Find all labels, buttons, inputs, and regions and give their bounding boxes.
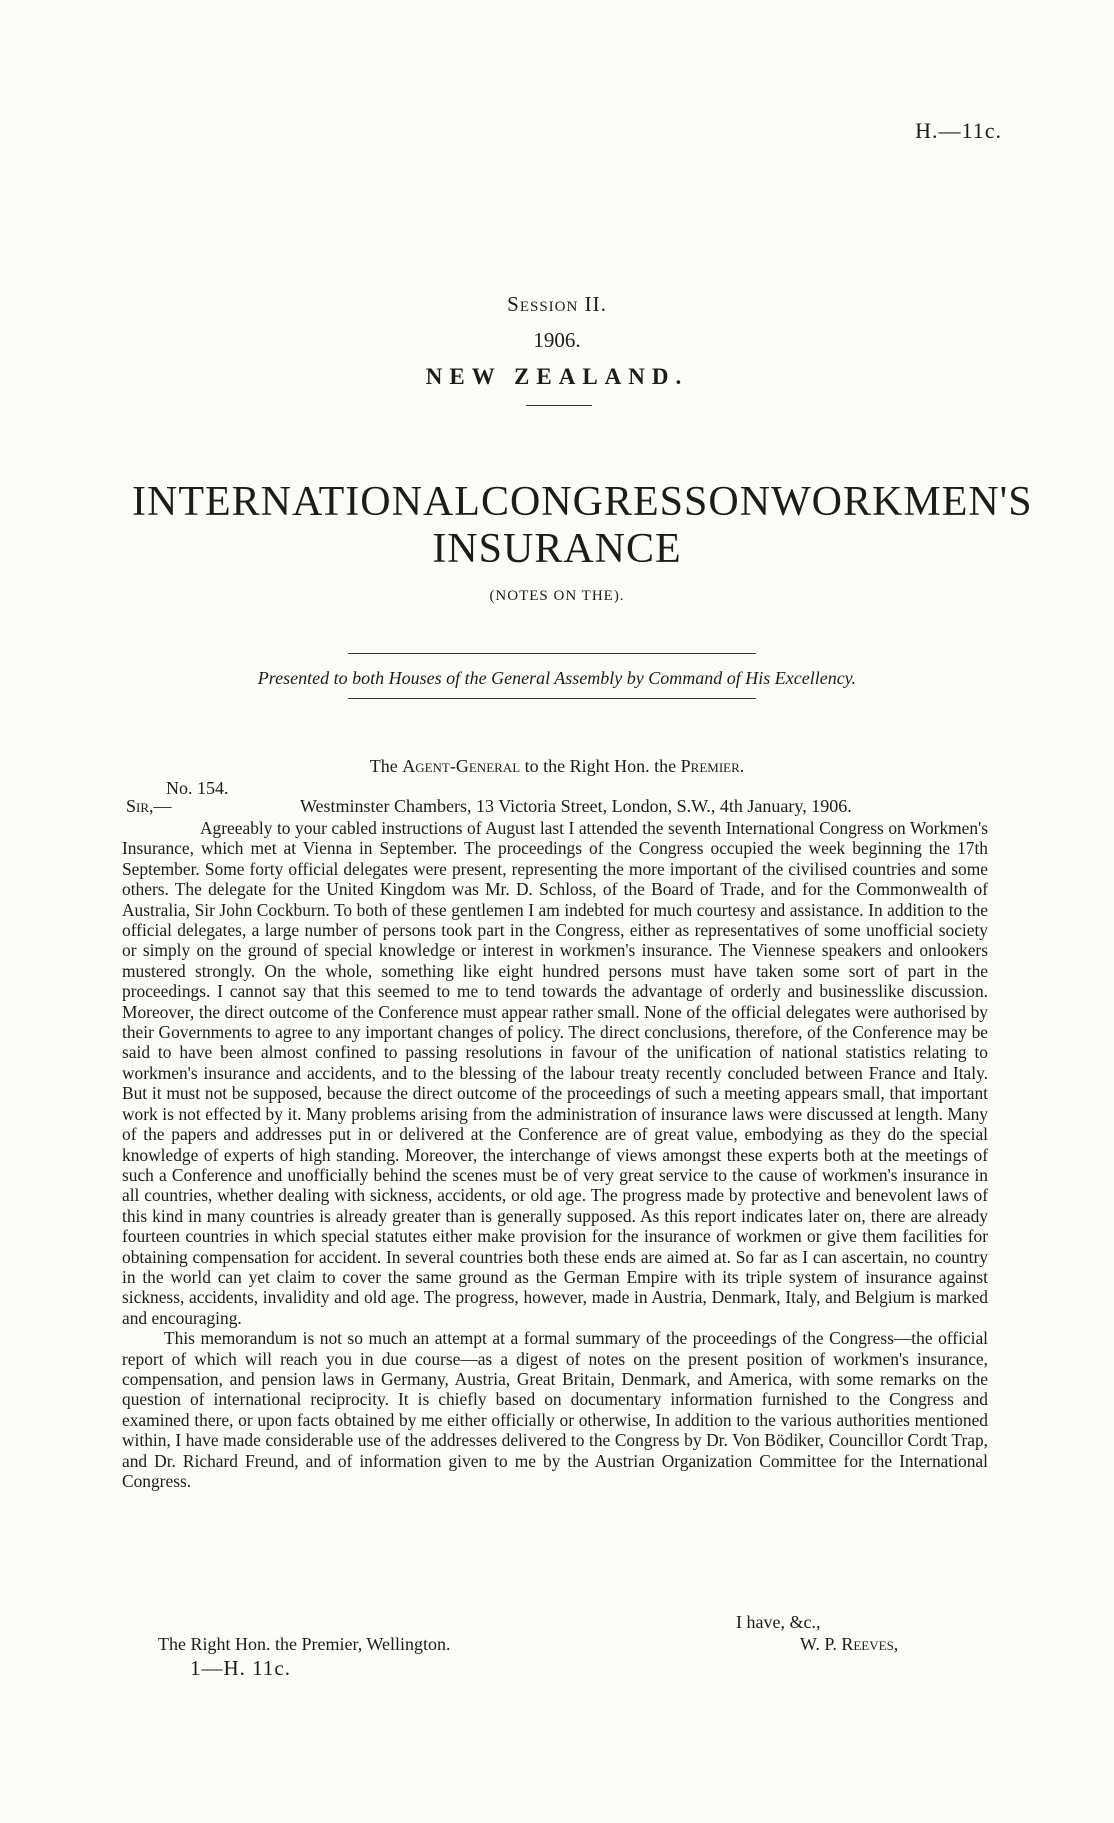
title-word: CONGRESS [480, 479, 709, 525]
document-reference: H.—11c. [915, 118, 1002, 143]
addressee: The Right Hon. the Premier, Wellington. [158, 1634, 451, 1654]
signature [800, 1634, 898, 1655]
heading-sender: Agent-General [402, 756, 521, 776]
salutation: Sir,— [126, 796, 172, 816]
letter-body [122, 818, 988, 1491]
signature-initials: W. P. [800, 1634, 837, 1654]
signature-name: Reeves, [841, 1634, 899, 1654]
heading-recipient: Premier. [680, 756, 745, 776]
year-label: 1906. [533, 328, 581, 352]
masthead-divider [526, 405, 592, 406]
presented-top-rule [348, 653, 756, 654]
session-label: Session II. [507, 292, 607, 316]
title-subtitle: (NOTES ON THE). [489, 588, 625, 604]
title-line-2: INSURANCE [432, 526, 682, 572]
paragraph: Agreeably to your cabled instructions of August last I attended the seventh International Congress on Workmen's Insurance, which met at Vienna in September. The proceedings of the Congress occupied the week beginning the 17th September. Some forty official delegates were present, representing the more important of the civilised countries and some others. The delegate for the United Kingdom was Mr. D. Schloss, of the Board of Trade, and for the Commonwealth of Australia, Sir John Cockburn. To both of these gentlemen I am indebted for much courtesy and assistance. In addition to the official delegates, a large number of persons took part in the Congress, either as representatives of some unofficial society or simply on the ground of special knowledge or interest in workmen's insurance. The Viennese speakers and onlookers mustered strongly. On the whole, something like eight hundred persons must have taken some sort of part in the proceedings. I cannot say that this seemed to me to tend towards the advantage of orderly and businesslike discussion. Moreover, the direct outcome of the Conference must appear rather small. None of the official delegates were authorised by their Governments to agree to any important changes of policy. The direct conclusions, therefore, of the Conference may be said to have been almost confined to passing resolutions in favour of the unification of national statistics relating to workmen's insurance and accidents, and to the blessing of the labour treaty recently concluded between France and Italy. But it must not be supposed, because the direct outcome of the proceedings of such a meeting appears small, that important work is not effected by it. Many problems arising from the administration of insurance laws were discussed at length. Many of the papers and addresses put in or delivered at the Conference are of great value, embodying as they do the special knowledge of experts of high standing. Moreover, the interchange of views amongst these experts both at the meetings of such a Conference and unofficially behind the scenes must be of very great service to the cause of workmen's insurance in all countries, whether dealing with sickness, accidents, or old age. The progress made by protective and benevolent laws of this kind in many countries is already greater than is generally supposed. As this report indicates later on, there are already fourteen countries in which special statutes either make provision for the insurance of workmen or give them facilities for obtaining compensation for accident. In several countries both these ends are aimed at. So far as I can ascertain, no country in the world can yet claim to cover the same ground as the German Empire with its triple system of insurance against sickness, accidents, invalidity and old age. The progress, however, made in Austria, Denmark, Italy, and Belgium is marked and encouraging. [122, 818, 988, 1328]
title-word: ON [708, 479, 772, 525]
letter-address: Westminster Chambers, 13 Victoria Street, London, S.W., 4th January, 1906. [300, 796, 852, 816]
letter-number: No. 154. [166, 778, 229, 798]
title-word: INTERNATIONAL [132, 479, 481, 525]
title-word: WORKMEN'S [771, 479, 1033, 525]
heading-text: to the Right Hon. the [524, 756, 677, 776]
presented-bottom-rule [348, 698, 756, 699]
closing: I have, &c., [736, 1612, 821, 1632]
presented-line: Presented to both Houses of the General Assembly by Command of His Excellency. [257, 668, 857, 688]
heading-text: The [369, 756, 398, 776]
paragraph: This memorandum is not so much an attempt at a formal summary of the proceedings of the Congress—the official report of which will reach you in due course—as a digest of notes on the present position of workmen's insurance, compensation, and pension laws in Germany, Austria, Great Britain, Denmark, and America, with some remarks on the question of international reciprocity. It is chiefly based on documentary information furnished to the Congress and examined there, or upon facts obtained by me either officially or otherwise, In addition to the various authorities mentioned within, I have made considerable use of the addresses delivered to the Congress by Dr. Von Bödiker, Councillor Cordt Trap, and Dr. Richard Freund, and of information given to me by the Austrian Organization Committee for the International Congress. [122, 1328, 988, 1491]
letter-heading [0, 756, 1114, 777]
title-line-1 [132, 478, 1033, 526]
country-label: NEW ZEALAND. [425, 364, 689, 389]
page-reference: 1—H. 11c. [190, 1656, 291, 1680]
